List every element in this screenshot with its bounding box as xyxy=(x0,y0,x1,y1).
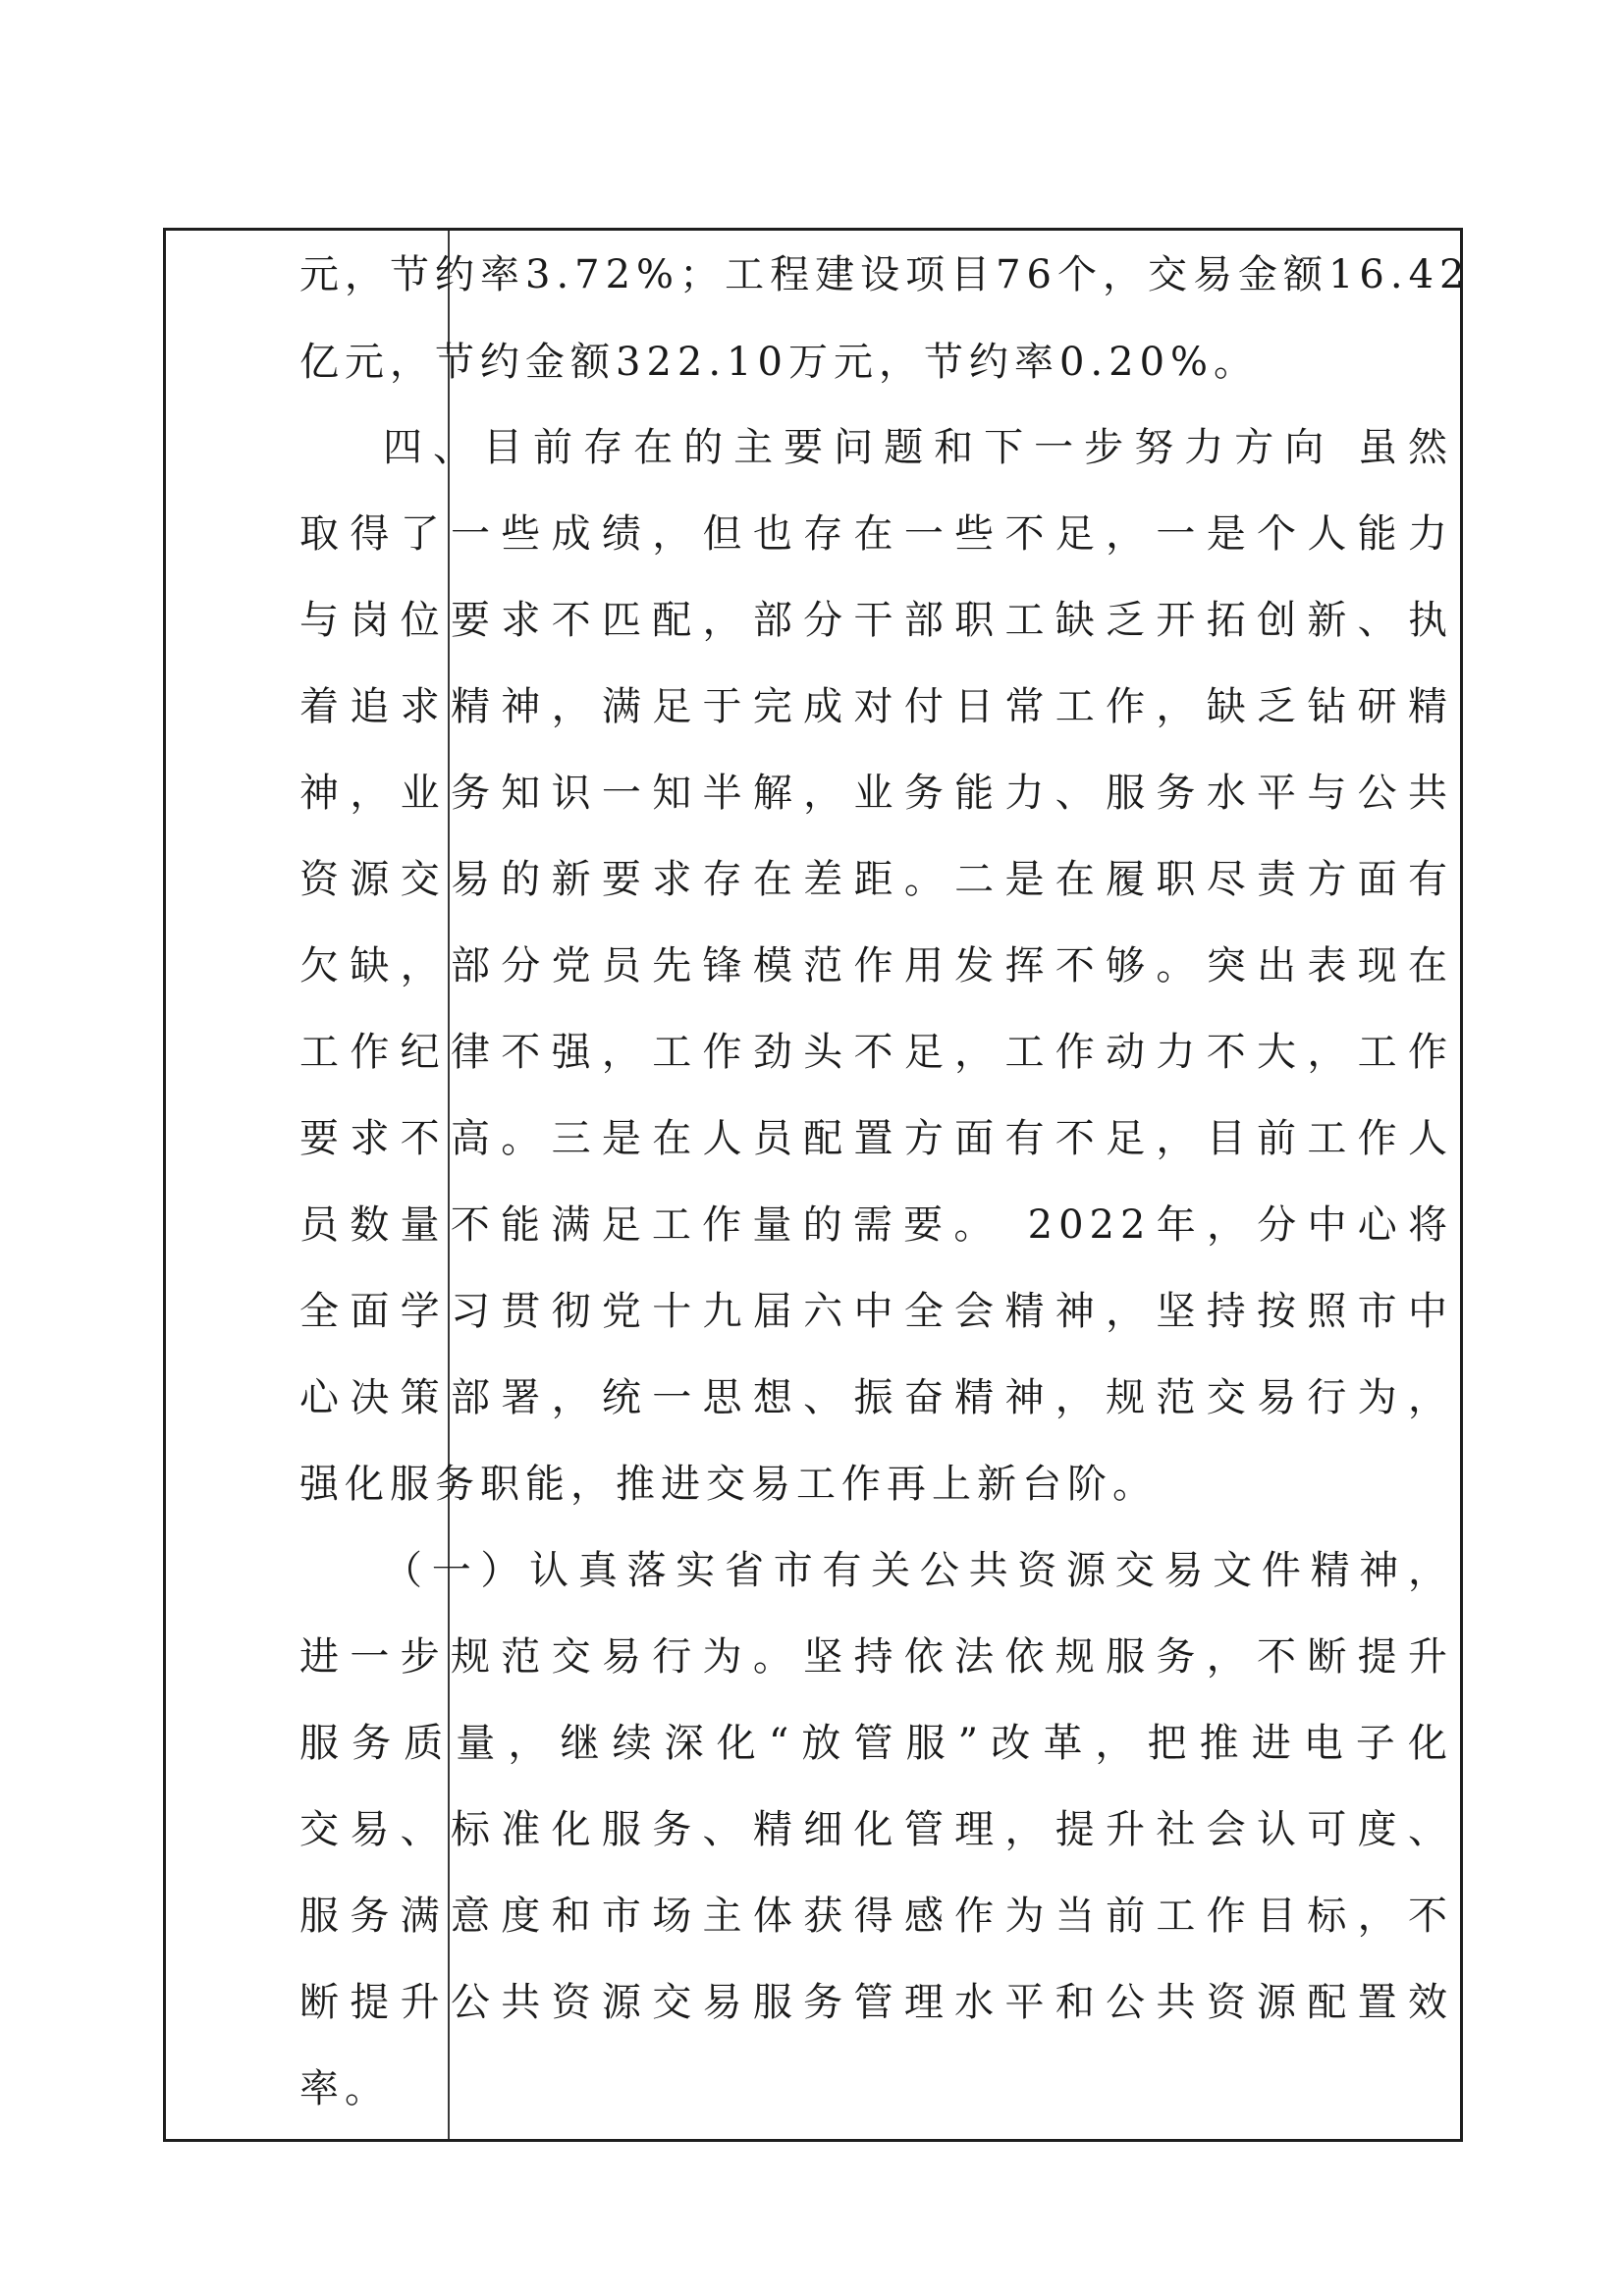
text-line: 着追求精神，满足于完成对付日常工作，缺乏钻研精 xyxy=(299,684,1453,729)
text-line: 强化服务职能，推进交易工作再上新台阶。 xyxy=(299,1462,1158,1507)
text-line: 全面学习贯彻党十九届六中全会精神，坚持按照市中 xyxy=(299,1289,1453,1334)
text-line: 取得了一些成绩，但也存在一些不足，一是个人能力 xyxy=(299,511,1453,557)
text-line: 断提升公共资源交易服务管理水平和公共资源配置效 xyxy=(299,1980,1453,2025)
text-line: 要求不高。三是在人员配置方面有不足，目前工作人 xyxy=(299,1116,1453,1161)
text-line: 资源交易的新要求存在差距。二是在履职尽责方面有 xyxy=(299,857,1453,902)
text-line: 欠缺，部分党员先锋模范作用发挥不够。突出表现在 xyxy=(299,943,1453,988)
text-line: 元，节约率3.72%；工程建设项目76个，交易金额16.42 xyxy=(299,252,1471,297)
text-line: 率。 xyxy=(299,2066,390,2111)
text-line: 交易、标准化服务、精细化管理，提升社会认可度、 xyxy=(299,1807,1453,1852)
text-line: 与岗位要求不匹配，部分干部职工缺乏开拓创新、执 xyxy=(299,598,1453,643)
text-line: 亿元，节约金额322.10万元，节约率0.20%。 xyxy=(299,340,1260,385)
text-line: 员数量不能满足工作量的需要。 2022年，分中心将 xyxy=(299,1202,1453,1248)
text-line: 神，业务知识一知半解，业务能力、服务水平与公共 xyxy=(299,771,1453,816)
text-line: 工作纪律不强，工作劲头不足，工作动力不大，工作 xyxy=(299,1030,1453,1075)
text-line: 服务质量，继续深化“放管服”改革，把推进电子化 xyxy=(299,1721,1453,1766)
text-line: 心决策部署，统一思想、振奋精神，规范交易行为， xyxy=(299,1375,1453,1420)
section-heading-line: 四、目前存在的主要问题和下一步努力方向 虽然 xyxy=(383,425,1453,470)
text-line: 进一步规范交易行为。坚持依法依规服务，不断提升 xyxy=(299,1634,1453,1680)
text-line: 服务满意度和市场主体获得感作为当前工作目标，不 xyxy=(299,1894,1453,1939)
subsection-heading-line: （一）认真落实省市有关公共资源交易文件精神， xyxy=(383,1548,1453,1593)
